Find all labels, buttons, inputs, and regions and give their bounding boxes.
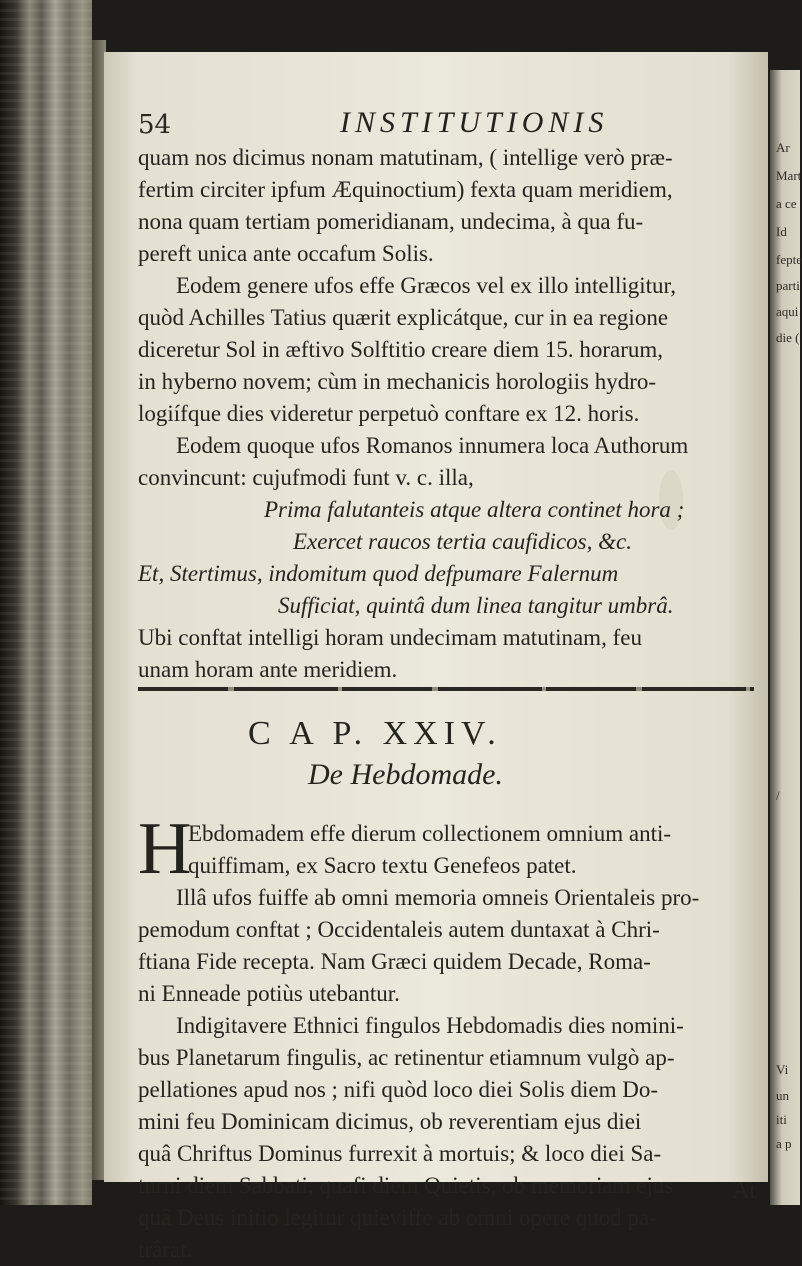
facing-page-fragment: a p bbox=[776, 1136, 792, 1151]
text-line: pellationes apud nos ; nifi quòd loco diei Solis diem Do- bbox=[138, 1077, 658, 1102]
chapter-subtitle: De Hebdomade. bbox=[308, 758, 503, 791]
text-line: Ebdomadem effe dierum collectionem omnium anti- bbox=[188, 821, 672, 846]
facing-page-fragment: Vi bbox=[776, 1062, 789, 1077]
book-page bbox=[104, 52, 768, 1262]
facing-page-fragment: parti bbox=[776, 278, 800, 293]
facing-page-edge bbox=[770, 70, 800, 1205]
facing-page-fragment: Mart bbox=[776, 168, 802, 183]
book-edge-left bbox=[0, 0, 92, 1205]
text-line: unam horam ante meridiem. bbox=[138, 657, 398, 682]
facing-page-fragment: iti bbox=[776, 1112, 787, 1127]
text-line: Ubi conftat intelligi horam undecimam matutinam, feu bbox=[138, 625, 642, 650]
text-line: pereft unica ante occafum Solis. bbox=[138, 241, 434, 266]
text-line: ftiana Fide recepta. Nam Græci quidem Decade, Roma- bbox=[138, 949, 651, 974]
catchword: At bbox=[732, 1178, 756, 1204]
chapter-title: C A P. XXIV. bbox=[248, 715, 502, 752]
text-line: trârat. bbox=[138, 1237, 193, 1262]
text-line: mini feu Dominicam dicimus, ob reverentiam ejus diei bbox=[138, 1109, 642, 1134]
text-line: quâ Chriftus Dominus furrexit à mortuis; & loco diei Sa- bbox=[138, 1141, 662, 1166]
text-line: quiffimam, ex Sacro textu Genefeos patet. bbox=[188, 853, 577, 878]
facing-page-fragment: aqui bbox=[776, 304, 799, 319]
chapter-text bbox=[138, 808, 758, 1266]
page-number: 54 bbox=[138, 110, 172, 140]
section-divider bbox=[138, 687, 754, 691]
text-line: Eodem genere ufos effe Græcos vel ex illo intelligitur, bbox=[176, 273, 677, 298]
running-title: INSTITUTIONIS bbox=[340, 106, 609, 139]
text-line: convincunt: cujufmodi funt v. c. illa, bbox=[138, 465, 474, 490]
verse-line: Et, Stertimus, indomitum quod defpumare Falernum bbox=[138, 561, 619, 586]
verse-line: Exercet raucos tertia caufidicos, &c. bbox=[293, 529, 632, 554]
text-line: nona quam tertiam pomeridianam, undecima, à qua fu- bbox=[138, 209, 644, 234]
text-line: fertim circiter ipfum Æquinoctium) fexta quam meridiem, bbox=[138, 177, 673, 202]
text-line: in hyberno novem; cùm in mechanicis horologiis hydro- bbox=[138, 369, 657, 394]
facing-page-fragment: un bbox=[776, 1088, 789, 1103]
facing-page-fragment: / bbox=[776, 788, 780, 803]
facing-page-fragment: Id bbox=[776, 224, 787, 239]
text-line: diceretur Sol in æftivo Solftitio creare diem 15. horarum, bbox=[138, 337, 664, 362]
text-line: pemodum conftat ; Occidentaleis autem duntaxat à Chri- bbox=[138, 917, 660, 942]
text-line: Eodem quoque ufos Romanos innumera loca Authorum bbox=[176, 433, 689, 458]
section-text bbox=[138, 142, 758, 686]
facing-page-fragment: die ( bbox=[776, 330, 800, 345]
text-line: Indigitavere Ethnici fingulos Hebdomadis dies nomini- bbox=[176, 1013, 684, 1038]
text-line: Illâ ufos fuiffe ab omni memoria omneis Orientaleis pro- bbox=[176, 885, 700, 910]
text-line: ni Enneade potiùs utebantur. bbox=[138, 981, 400, 1006]
text-line: quòd Achilles Tatius quærit explicátque, cur in ea regione bbox=[138, 305, 669, 330]
text-line: logiífque dies videretur perpetuò conftare ex 12. horis. bbox=[138, 401, 640, 426]
text-line: bus Planetarum fingulis, ac retinentur etiamnum vulgò ap- bbox=[138, 1045, 675, 1070]
text-line: quâ Deus initio legitur quieviffe ab omni opere quod pa- bbox=[138, 1205, 657, 1230]
page-header bbox=[104, 104, 768, 144]
facing-page-fragment: a ce bbox=[776, 196, 797, 211]
text-line: quam nos dicimus nonam matutinam, ( intellige verò præ- bbox=[138, 145, 673, 170]
drop-cap: H bbox=[138, 808, 192, 890]
facing-page-fragment: fepte bbox=[776, 252, 802, 267]
text-line: turni diem Sabbati, quafi diem Quietis, ob memoriam ejus bbox=[138, 1173, 674, 1198]
verse-line: Sufficiat, quintâ dum linea tangitur umbrâ. bbox=[278, 593, 674, 618]
facing-page-fragment: Ar bbox=[776, 140, 790, 155]
verse-line: Prima falutanteis atque altera continet hora ; bbox=[264, 497, 685, 522]
